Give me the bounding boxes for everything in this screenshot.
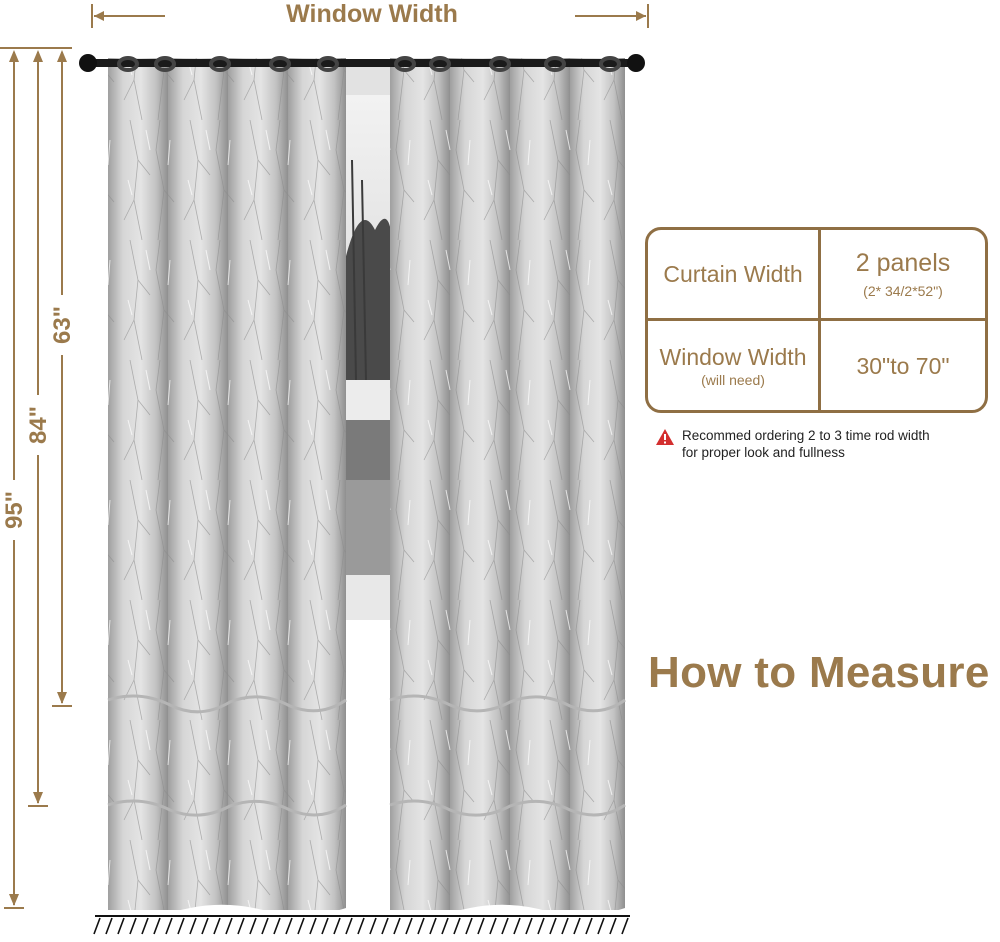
ordering-note-line2: for proper look and fullness [682, 445, 845, 460]
window-width-sub: (will need) [701, 371, 765, 388]
curtain-panel-left [108, 58, 346, 920]
window-width-value-cell [821, 321, 985, 410]
curtain-width-value-cell [821, 230, 985, 318]
curtain-width-note: (2* 34/2*52") [863, 283, 943, 299]
height-dimension-lines [0, 48, 72, 908]
height-95-label: 95" [1, 490, 28, 530]
warning-icon [655, 428, 675, 446]
height-63-label: 63" [49, 305, 76, 345]
curtain-width-label: Curtain Width [663, 261, 803, 287]
window-width-row-label: Window Width [659, 343, 807, 370]
ordering-note-line1: Recommed ordering 2 to 3 time rod width [682, 428, 930, 443]
window-width-label-cell [648, 321, 818, 410]
how-to-measure-title: How to Measure [648, 648, 990, 697]
curtain-panel-right [390, 58, 625, 920]
curtain-width-label-cell [648, 230, 818, 318]
height-84-label: 84" [25, 405, 52, 445]
size-table [645, 227, 988, 413]
curtain-width-value: 2 panels [855, 249, 951, 277]
window-width-label: Window Width [286, 0, 458, 28]
window-width-value: 30"to 70" [856, 352, 950, 379]
